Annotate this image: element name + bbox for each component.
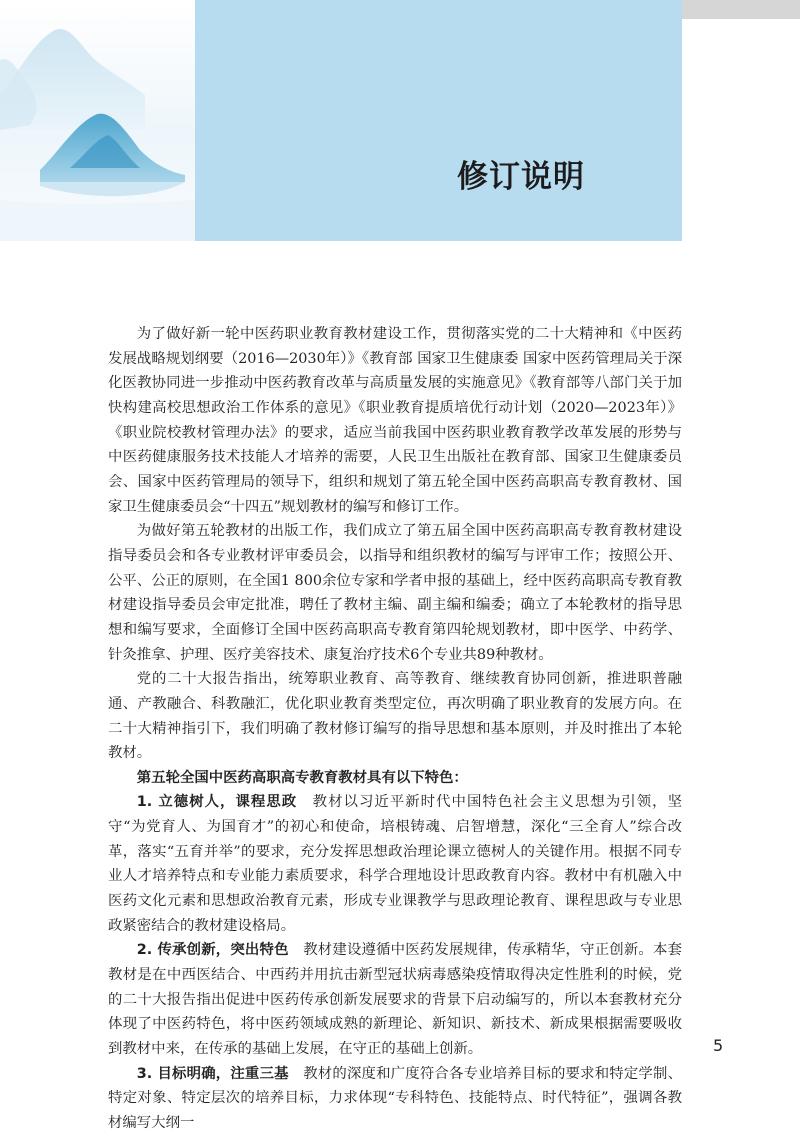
- feature-text: 教材建设遵循中医药发展规律，传承精华，守正创新。本套教材是在中西医结合、中西药并用抗击新型冠状病毒感染疫情取得决定性胜利的时候，党的二十大报告指出促进中医药传承创新发展要求的背景下启动编写的，所以本套教材充分体现了中医药特色，将中医药领域成熟的新理论、新知识、新技术、新成果根据需要吸收到教材中来，在传承的基础上发展，在守正的基础上创新。: [108, 942, 682, 1058]
- page-title: 修订说明: [457, 159, 585, 195]
- features-heading: 第五轮全国中医药高职高专教育教材具有以下特色：: [136, 769, 468, 786]
- feature-text: 教材以习近平新时代中国特色社会主义思想为引领，坚守“为党育人、为国育才”的初心和使命，培根铸魂、启智增慧，深化“三全育人”综合改革，落实“五育并举”的要求，充分发挥思想政治理论课立德树人的关键作用。根据不同专业人才培养特点和专业能力素质要求，科学合理地设计思政教育内容。教材中有机融入中医药文化元素和思想政治教育元素，形成专业课教学与思政理论教育、课程思政与专业思政紧密结合的教材建设格局。: [108, 794, 682, 934]
- paragraph: 为了做好新一轮中医药职业教育教材建设工作，贯彻落实党的二十大精神和《中医药发展战略规划纲要（2016—2030年）》《教育部 国家卫生健康委 国家中医药管理局关于深化医教协同进一步推动中医药教育改革与高质量发展的实施意见》《教育部等八部门关于加快构建高校思想政治工作体系的意见》《职业教育提质培优行动计划（2020—2023年）》《职业院校教材管理办法》的要求，适应当前我国中医药职业教育教学改革发展的形势与中医药健康服务技术技能人才培养的需要，人民卫生出版社在教育部、国家卫生健康委员会、国家中医药管理局的领导下，组织和规划了第五轮全国中医药高职高专教育教材、国家卫生健康委员会“十四五”规划教材的编写和修订工作。: [108, 326, 682, 515]
- corner-tab: [682, 0, 800, 19]
- feature-paragraph: [108, 938, 682, 1061]
- document-body: [108, 322, 682, 1136]
- feature-paragraph: [108, 1062, 682, 1136]
- feature-text: 教材的深度和广度符合各专业培养目标的要求和特定学制、特定对象、特定层次的培养目标，力求体现“专科特色、技能特点、时代特征”，强调各教材编写大纲一: [108, 1065, 682, 1131]
- page-number: 5: [713, 1036, 724, 1055]
- paragraph: 党的二十大报告指出，统筹职业教育、高等教育、继续教育协同创新，推进职普融通、产教融合、科教融汇，优化职业教育类型定位，再次明确了职业教育的发展方向。在二十大精神指引下，我们明确了教材修订编写的指导思想和基本原则，并及时推出了本轮教材。: [108, 671, 682, 762]
- paragraph: 为做好第五轮教材的出版工作，我们成立了第五届全国中医药高职高专教育教材建设指导委员会和各专业教材评审委员会，以指导和组织教材的编写与评审工作；按照公开、公平、公正的原则，在全国1 800余位专家和学者申报的基础上，经中医药高职高专教育教材建设指导委员会审定批准，聘任了教材主编、副主编和编委；确立了本轮教材的指导思想和编写要求，全面修订全国中医药高职高专教育第四轮规划教材，即中医学、中药学、针灸推拿、护理、医疗美容技术、康复治疗技术6个专业共89种教材。: [108, 523, 682, 663]
- feature-title: 1. 立德树人，课程思政: [136, 794, 298, 811]
- feature-title: 3. 目标明确，注重三基: [136, 1065, 289, 1082]
- mountain-landscape-illustration: [0, 0, 195, 241]
- feature-title: 2. 传承创新，突出特色: [136, 942, 289, 959]
- feature-paragraph: [108, 790, 682, 938]
